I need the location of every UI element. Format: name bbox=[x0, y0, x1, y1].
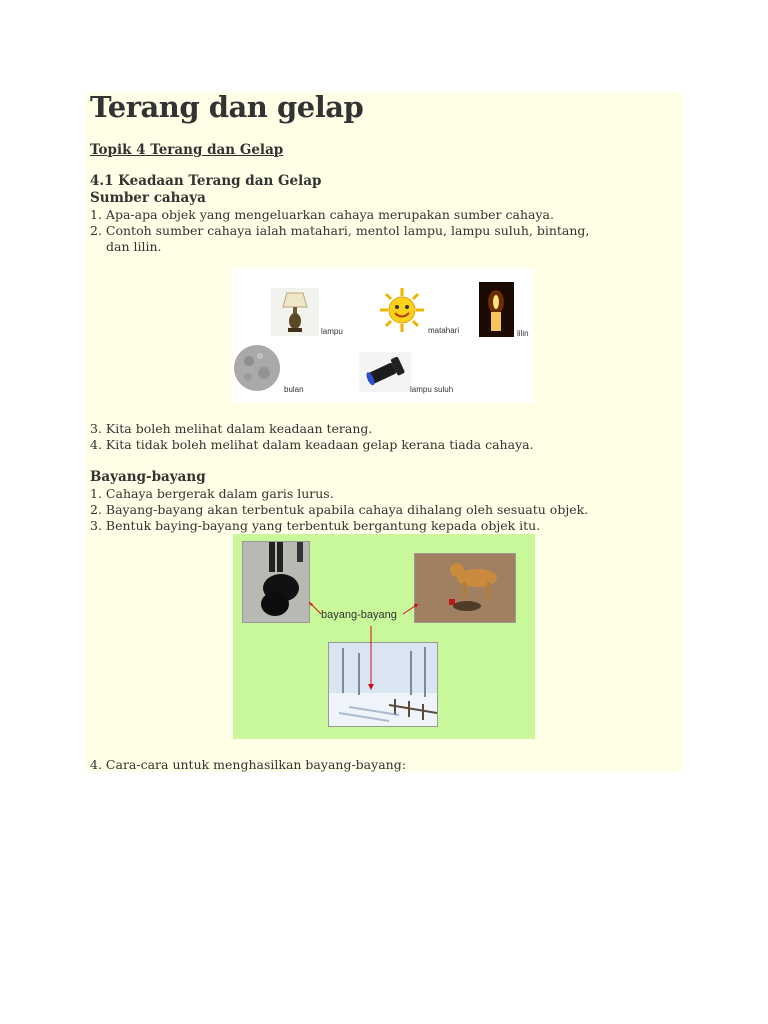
candle-icon bbox=[479, 282, 514, 337]
topic-heading: Topik 4 Terang dan Gelap bbox=[90, 142, 284, 158]
list-item bbox=[90, 757, 406, 772]
list-text: Kita boleh melihat dalam keadaan terang. bbox=[105, 421, 373, 436]
list-number: 3. bbox=[90, 518, 102, 533]
list-number: 2. bbox=[90, 223, 102, 238]
list-number: 3. bbox=[90, 421, 102, 436]
flashlight-icon bbox=[359, 352, 411, 392]
list-item bbox=[90, 486, 334, 501]
list-text: Cara-cara untuk menghasilkan bayang-bayang: bbox=[105, 757, 406, 772]
sumber-heading: Sumber cahaya bbox=[90, 190, 206, 206]
list-number: 4. bbox=[90, 437, 102, 452]
moon-icon bbox=[233, 344, 281, 392]
list-item bbox=[90, 421, 372, 436]
moon-label: bulan bbox=[284, 385, 304, 394]
list-text-continued: dan lilin. bbox=[106, 239, 162, 254]
shadow-label: bayang-bayang bbox=[321, 609, 397, 621]
list-text: Cahaya bergerak dalam garis lurus. bbox=[105, 486, 334, 501]
arrows-overlay bbox=[233, 534, 535, 739]
list-number: 2. bbox=[90, 502, 102, 517]
list-number: 1. bbox=[90, 207, 102, 222]
lamp-icon bbox=[271, 288, 319, 336]
list-number: 1. bbox=[90, 486, 102, 501]
list-item bbox=[90, 437, 534, 452]
lamp-label: lampu bbox=[321, 327, 343, 336]
bayang-heading: Bayang-bayang bbox=[90, 469, 206, 485]
list-item bbox=[90, 223, 589, 238]
list-text: Bentuk baying-bayang yang terbentuk bergantung kepada objek itu. bbox=[105, 518, 541, 533]
list-text: Bayang-bayang akan terbentuk apabila cahaya dihalang oleh sesuatu objek. bbox=[105, 502, 589, 517]
list-text: Contoh sumber cahaya ialah matahari, mentol lampu, lampu suluh, bintang, bbox=[105, 223, 590, 238]
list-item bbox=[90, 518, 540, 533]
section-heading: 4.1 Keadaan Terang dan Gelap bbox=[90, 173, 322, 189]
flashlight-label: lampu suluh bbox=[410, 385, 454, 394]
light-sources-figure bbox=[233, 268, 533, 403]
shadow-figure bbox=[233, 534, 535, 739]
page-title: Terang dan gelap bbox=[90, 90, 364, 124]
sun-label: matahari bbox=[428, 326, 460, 335]
sun-icon bbox=[378, 286, 426, 334]
list-item bbox=[90, 207, 554, 222]
list-text: Apa-apa objek yang mengeluarkan cahaya merupakan sumber cahaya. bbox=[105, 207, 554, 222]
list-item bbox=[90, 502, 588, 517]
candle-label: lilin bbox=[517, 329, 529, 338]
list-number: 4. bbox=[90, 757, 102, 772]
list-text: Kita tidak boleh melihat dalam keadaan gelap kerana tiada cahaya. bbox=[105, 437, 534, 452]
